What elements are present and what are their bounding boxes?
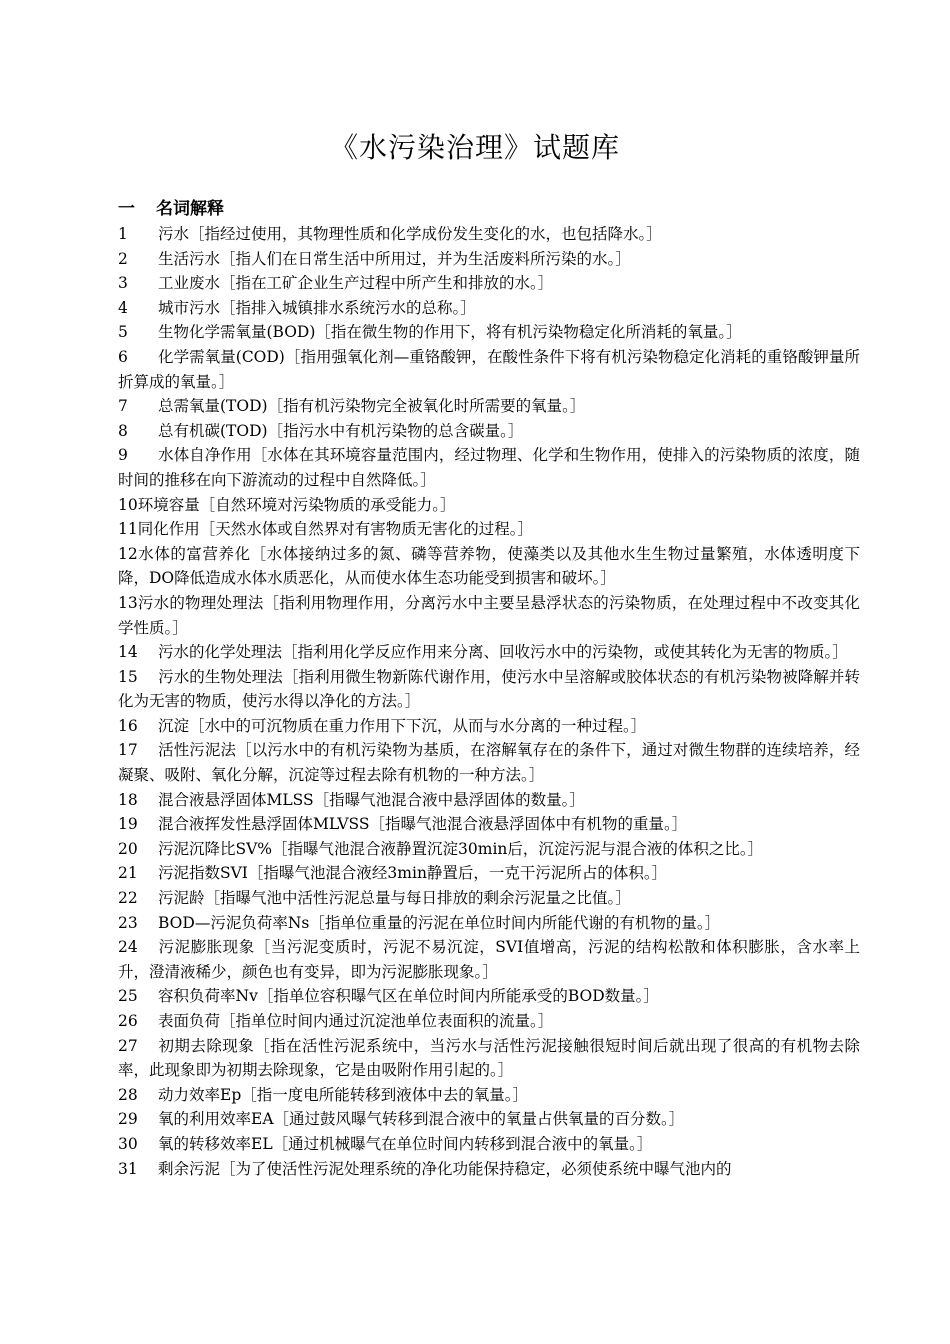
- term-definition: 生物化学需氧量(BOD)［指在微生物的作用下，将有机污染物稳定化所消耗的氧量。］: [158, 323, 742, 342]
- term-definition: 氧的转移效率EL［通过机械曝气在单位时间内转移到混合液中的氧量。］: [158, 1134, 653, 1153]
- term-definition: 工业废水［指在工矿企业生产过程中所产生和排放的水。］: [158, 274, 554, 293]
- term-entry: [118, 517, 860, 542]
- term-definition: 剩余污泥［为了使活性污泥处理系统的净化功能保持稳定，必须使系统中曝气池内的: [158, 1159, 732, 1178]
- term-entry: [118, 1132, 860, 1157]
- term-number: 5: [118, 323, 128, 342]
- term-entry: [118, 714, 860, 739]
- term-entry: [118, 1107, 860, 1132]
- term-entry: [118, 419, 860, 444]
- term-definition: 水体自净作用［水体在其环境容量范围内，经过物理、化学和生物作用，使排入的污染物质的浓度，随时间的推移在向下游流动的过程中自然降低。］: [118, 446, 860, 489]
- term-entry: [118, 935, 860, 984]
- term-number: 10: [118, 495, 138, 514]
- term-entry: [118, 1083, 860, 1108]
- term-number: 15: [118, 667, 138, 686]
- term-number: 31: [118, 1159, 138, 1178]
- term-definition: 容积负荷率Nv［指单位容积曝气区在单位时间内所能承受的BOD数量。］: [158, 987, 659, 1006]
- term-definition: 初期去除现象［指在活性污泥系统中，当污水与活性污泥接触很短时间后就出现了很高的有机物去除率，此现象即为初期去除现象，它是由吸附作用引起的。］: [118, 1036, 860, 1080]
- term-number: 7: [118, 397, 128, 416]
- term-number: 27: [118, 1036, 138, 1055]
- term-entry: [118, 320, 860, 345]
- term-number: 3: [118, 274, 128, 293]
- term-entry: [118, 394, 860, 419]
- term-definition: BOD—污泥负荷率Ns［指单位重量的污泥在单位时间内所能代谢的有机物的量。］: [158, 913, 721, 932]
- section-heading-text: 名词解释: [156, 199, 224, 219]
- term-definition: 污泥指数SVI［指曝气池混合液经3min静置后，一克干污泥所占的体积。］: [158, 864, 668, 883]
- section-number: 一: [118, 199, 135, 219]
- term-number: 9: [118, 446, 128, 465]
- term-entry: [118, 911, 860, 936]
- term-definition: 污水的物理处理法［指利用物理作用，分离污水中主要呈悬浮状态的污染物质，在处理过程中不改变其化学性质。］: [118, 593, 860, 637]
- term-number: 28: [118, 1085, 138, 1104]
- term-definition: 污水［指经过使用，其物理性质和化学成份发生变化的水，也包括降水。］: [158, 225, 662, 243]
- term-entry: [118, 665, 860, 714]
- term-number: 11: [118, 520, 138, 539]
- document-body: [118, 197, 860, 1181]
- term-definition: 污水的化学处理法［指利用化学反应作用来分离、回收污水中的污染物，或使其转化为无害的物质。］: [158, 643, 848, 662]
- term-entry: [118, 861, 860, 886]
- term-number: 20: [118, 839, 138, 858]
- term-definition: 动力效率Ep［指一度电所能转移到液体中去的氧量。］: [158, 1085, 528, 1104]
- term-entry: [118, 443, 860, 492]
- term-definition: 水体的富营养化［水体接纳过多的氮、磷等营养物，使藻类以及其他水生生物过量繁殖，水体透明度下降，DO降低造成水体水质恶化，从而使水体生态功能受到损害和破坏。］: [118, 544, 860, 588]
- term-definition: 污泥膨胀现象［当污泥变质时，污泥不易沉淀，SVI值增高，污泥的结构松散和体积膨胀，含水率上升，澄清液稀少，颜色也有变异，即为污泥膨胀现象。］: [118, 938, 860, 981]
- term-definition: 混合液悬浮固体MLSS［指曝气池混合液中悬浮固体的数量。］: [158, 790, 585, 809]
- term-entry: [118, 271, 860, 296]
- term-entry: [118, 640, 860, 665]
- term-definition: 污泥龄［指曝气池中活性污泥总量与每日排放的剩余污泥量之比值。］: [158, 889, 631, 908]
- term-entry: [118, 222, 860, 247]
- term-definition: 活性污泥法［以污水中的有机污染物为基质，在溶解氧存在的条件下，通过对微生物群的连续培养，经凝聚、吸附、氧化分解，沉淀等过程去除有机物的一种方法。］: [118, 741, 860, 785]
- term-entry: [118, 296, 860, 321]
- term-number: 25: [118, 987, 138, 1006]
- term-number: 2: [118, 249, 128, 268]
- term-definition: 同化作用［天然水体或自然界对有害物质无害化的过程。］: [137, 520, 533, 539]
- term-entry: [118, 788, 860, 813]
- term-entry: [118, 1034, 860, 1083]
- term-number: 18: [118, 790, 138, 809]
- term-number: 24: [118, 938, 138, 957]
- term-definition: 污水的生物处理法［指利用微生物新陈代谢作用，使污水中呈溶解或胶体状态的有机污染物被降解并转化为无害的物质，使污水得以净化的方法。］: [118, 667, 860, 711]
- term-entry: [118, 345, 860, 394]
- document-title: 《水污染治理》试题库: [329, 131, 620, 164]
- term-number: 23: [118, 913, 138, 932]
- term-definition: 污泥沉降比SV%［指曝气池混合液静置沉淀30min后，沉淀污泥与混合液的体积之比。］: [158, 839, 764, 858]
- term-entry: [118, 984, 860, 1009]
- term-number: 6: [118, 347, 128, 366]
- term-entry: [118, 1157, 860, 1182]
- term-definition: 沉淀［水中的可沉物质在重力作用下下沉，从而与水分离的一种过程。］: [158, 716, 647, 735]
- term-number: 21: [118, 864, 138, 883]
- term-number: 8: [118, 421, 128, 440]
- term-entry: [118, 837, 860, 862]
- term-entry: [118, 247, 860, 272]
- term-definition: 总需氧量(TOD)［指有机污染物完全被氧化时所需要的氧量。］: [158, 397, 586, 416]
- term-entry: [118, 1009, 860, 1034]
- term-definition: 氧的利用效率EA［通过鼓风曝气转移到混合液中的氧量占供氧量的百分数。］: [158, 1110, 685, 1129]
- term-definition: 生活污水［指人们在日常生活中所用过，并为生活废料所污染的水。］: [158, 249, 631, 268]
- term-definition: 城市污水［指排入城镇排水系统污水的总称。］: [158, 298, 476, 317]
- term-number: 19: [118, 815, 138, 834]
- term-number: 13: [118, 593, 138, 612]
- term-number: 1: [118, 225, 128, 243]
- term-number: 16: [118, 716, 138, 735]
- term-number: 12: [118, 544, 138, 563]
- term-entry: [118, 591, 860, 640]
- term-entry: [118, 738, 860, 787]
- term-number: 4: [118, 298, 128, 317]
- term-number: 22: [118, 889, 138, 908]
- term-definition: 混合液挥发性悬浮固体MLVSS［指曝气池混合液悬浮固体中有机物的重量。］: [158, 815, 688, 834]
- term-number: 29: [118, 1110, 138, 1129]
- term-number: 14: [118, 643, 138, 662]
- term-number: 26: [118, 1012, 138, 1030]
- section-heading: [118, 197, 860, 222]
- term-definition: 总有机碳(TOD)［指污水中有机污染物的总含碳量。］: [158, 421, 524, 440]
- term-definition: 化学需氧量(COD)［指用强氧化剂—重铬酸钾，在酸性条件下将有机污染物稳定化消耗的重铬酸钾量所折算成的氧量。］: [118, 347, 860, 391]
- term-number: 17: [118, 741, 138, 760]
- term-definition: 环境容量［自然环境对污染物质的承受能力。］: [137, 495, 456, 514]
- term-number: 30: [118, 1134, 138, 1153]
- term-list: [118, 222, 860, 1181]
- term-definition: 表面负荷［指单位时间内通过沉淀池单位表面积的流量。］: [158, 1012, 554, 1030]
- term-entry: [118, 542, 860, 591]
- term-entry: [118, 886, 860, 911]
- term-entry: [118, 812, 860, 837]
- term-entry: [118, 493, 860, 518]
